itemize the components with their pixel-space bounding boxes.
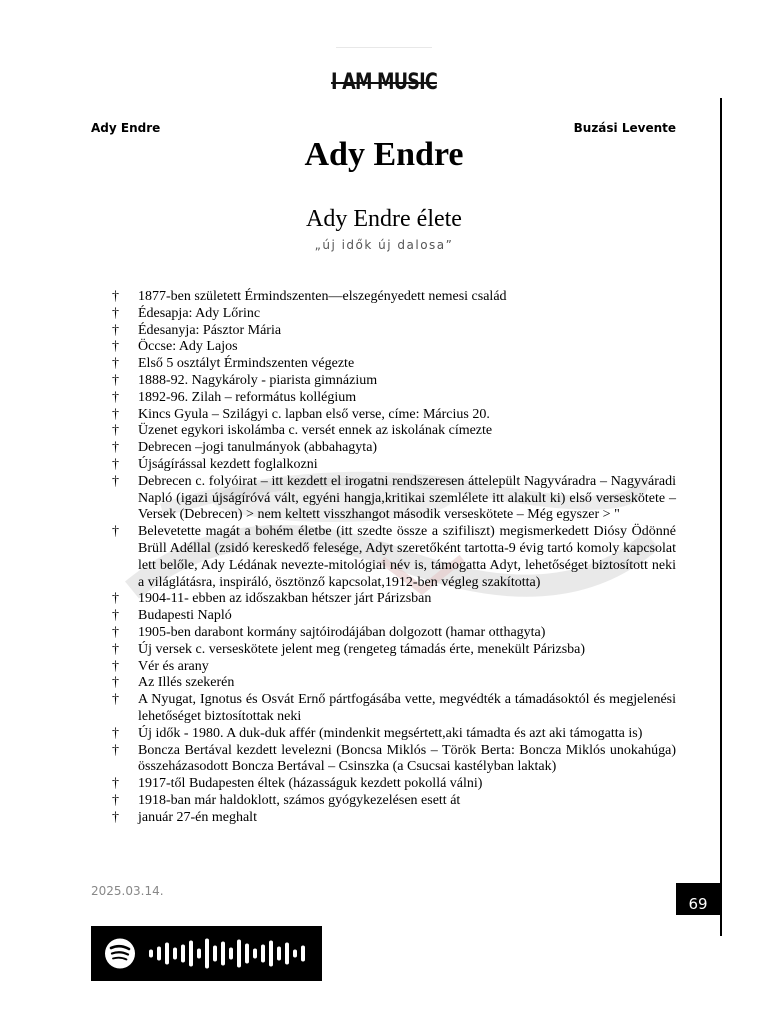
list-item-text: Kincs Gyula – Szilágyi c. lapban első verse, címe: Március 20. [138,406,490,422]
bullet-marker: † [112,305,119,321]
list-item-text: Új idők - 1980. A duk-duk affér (mindenkit megsértett,aki támadta és azt aki támogatta is) [138,725,643,741]
running-header-right: Buzási Levente [573,121,676,135]
list-item [112,659,676,676]
list-item-text: Első 5 osztályt Érmindszenten végezte [138,356,355,372]
bullet-marker: † [112,406,119,422]
list-item-text: Az Illés szekerén [138,675,235,691]
list-item-text: január 27-én meghalt [138,809,257,825]
list-item-text: Öccse: Ady Lajos [138,339,238,355]
list-item [112,407,676,424]
list-item [112,642,676,659]
page-number: 69 [676,883,720,915]
list-item [112,776,676,793]
list-item-text: Belevetette magát a bohém életbe (itt szedte össze a szifiliszt) megismerkedett Diósy Ödönné Brüll Adéllal (zsidó kereskedő felesége, Adyt szeretőként tartotta-9 évig tartó komoly kapcsolat lett belőle, Ady Lédának nevezte-mitológiai név is, támogatta Adyt, lehetőséget biztosított neki a világlátásra, inspiráló, ösztönző kapcsolat,1912-ben végleg szakította) [138,524,676,590]
bullet-marker: † [112,389,119,405]
list-item-text: 1918-ban már haldoklott, számos gyógykezelésen esett át [138,792,461,808]
list-item [112,743,676,777]
spotify-code[interactable] [91,926,322,981]
bullet-marker: † [112,339,119,355]
list-item [112,625,676,642]
list-item-text: 1892-96. Zilah – református kollégium [138,389,357,405]
list-item-text: 1917-től Budapesten éltek (házasságuk kezdett pokollá válni) [138,776,483,792]
bullet-marker: † [112,792,119,808]
list-item-text: Boncza Bertával kezdett levelezni (Boncsa Miklós – Török Berta: Boncza Miklós unokahúga) összeházasodott Boncza Bertával – Csinszka (a Csucsai kastélyban laktak) [138,742,676,775]
list-item [112,306,676,323]
list-item-text: 1888-92. Nagykároly - piarista gimnázium [138,372,378,388]
list-item [112,675,676,692]
list-item [112,608,676,625]
biography-list [112,289,676,827]
list-item [112,339,676,356]
bullet-marker: † [112,591,119,607]
list-item [112,726,676,743]
bullet-marker: † [112,356,119,372]
list-item [112,373,676,390]
list-item-text: A Nyugat, Ignotus és Osvát Ernő pártfogásába vette, megvédték a támadásoktól és megjelenési lehetőséget biztosítottak neki [138,692,676,724]
list-item-text: Édesanyja: Pásztor Mária [138,322,282,338]
list-item-text: Újságírással kezdett foglalkozni [138,456,318,472]
bullet-marker: † [112,776,119,792]
bullet-marker: † [112,675,119,691]
site-logo: I AM MUSIC [331,70,437,95]
list-item-text: 1877-ben született Érmindszenten—elszegényedett nemesi család [138,289,507,304]
page-title: Ady Endre [304,136,464,173]
list-item-text: Vér és arany [138,658,209,674]
list-item [112,524,676,591]
list-item [112,423,676,440]
list-item-text: Üzenet egykori iskolámba c. versét ennek az iskolának címezte [138,423,493,439]
bullet-marker: † [112,440,119,456]
bullet-marker: † [112,692,119,708]
list-item-text: Új versek c. verseskötete jelent meg (rengeteg támadás érte, menekült Párizsba) [138,641,586,657]
list-item-text: Debrecen c. folyóirat – itt kezdett el irogatni rendszeresen áttelepült Nagyváradra – Nagyváradi Napló (igazi újságíróvá vált, egyéni hangja,kritikai szemlélete itt alakult ki) első verseskötete – Versek (Debrecen) > nem keltett visszhangot második verseskötete – Még egyszer > " [138,473,676,523]
list-item [112,810,676,827]
bullet-marker: † [112,372,119,388]
list-item [112,390,676,407]
list-item [112,289,676,306]
list-item [112,591,676,608]
section-tagline: „új idők új dalosa” [314,238,454,252]
list-item [112,440,676,457]
footer-date: 2025.03.14. [91,884,164,898]
list-item-text: Budapesti Napló [138,608,232,624]
bullet-marker: † [112,322,119,338]
bullet-marker: † [112,608,119,624]
bullet-marker: † [112,289,119,304]
list-item [112,356,676,373]
list-item-text: 1905-ben darabont kormány sajtóirodájában dolgozott (hamar otthagyta) [138,624,546,640]
list-item [112,323,676,340]
spotify-icon [105,939,135,969]
bullet-marker: † [112,641,119,657]
list-item-text: Édesapja: Ady Lőrinc [138,305,261,321]
spotify-code-bars [149,939,305,969]
list-item [112,474,676,524]
bullet-marker: † [112,809,119,825]
bullet-marker: † [112,658,119,674]
bullet-marker: † [112,725,119,741]
list-item [112,793,676,810]
bullet-marker: † [112,423,119,439]
bullet-marker: † [112,624,119,640]
list-item-text: 1904-11- ebben az időszakban hétszer járt Párizsban [138,591,432,607]
bullet-marker: † [112,456,119,472]
list-item [112,457,676,474]
list-item [112,692,676,726]
header-rule [336,47,432,48]
bullet-marker: † [112,473,119,489]
list-item-text: Debrecen –jogi tanulmányok (abbahagyta) [138,440,378,456]
bullet-marker: † [112,742,119,758]
bullet-marker: † [112,524,119,540]
running-header-left: Ady Endre [91,121,161,135]
section-title: Ady Endre élete [306,206,462,232]
